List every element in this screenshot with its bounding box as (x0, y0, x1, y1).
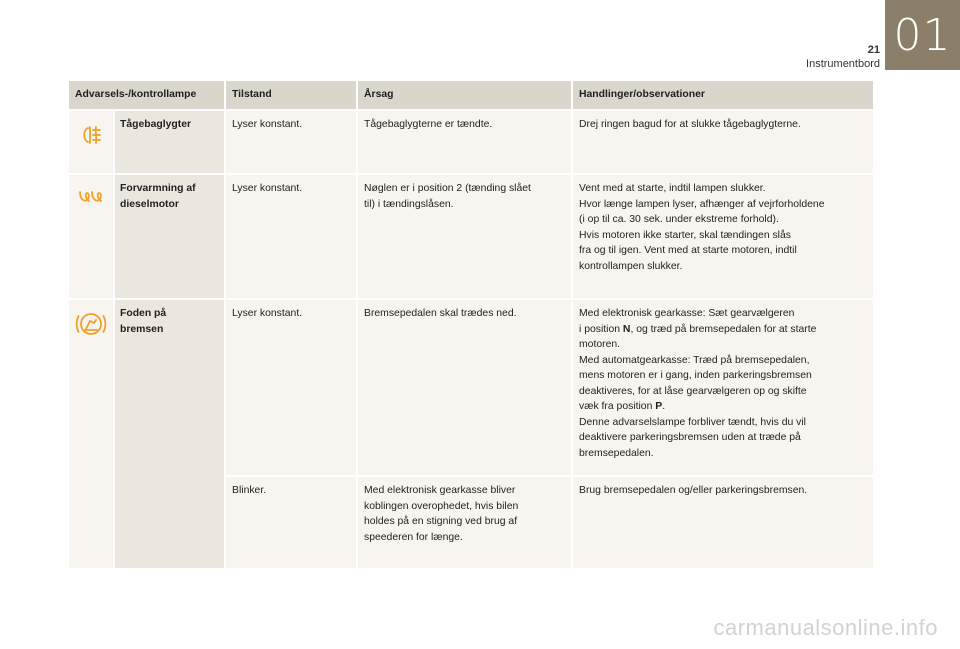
foot-on-brake-icon (75, 310, 107, 344)
section-title: Instrumentbord (806, 58, 880, 70)
text-line: bremsepedalen. (579, 447, 654, 459)
chapter-number: 01 (893, 9, 952, 61)
lamp-cause (357, 476, 572, 568)
table-row (69, 299, 873, 476)
lamp-cause: Bremsepedalen skal trædes ned. (357, 299, 572, 476)
lamp-state: Lyser konstant. (225, 174, 357, 299)
lamp-icon-cell (69, 110, 114, 174)
column-header-lamp: Advarsels-/kontrollampe (69, 81, 225, 110)
text-line: (i op til ca. 30 sek. under ekstreme forhold). (579, 214, 779, 225)
text-line: Med elektronisk gearkasse bliver (364, 485, 516, 496)
text-line: koblingen overophedet, hvis bilen (364, 500, 519, 512)
text-line: Denne advarselslampe forbliver tændt, hvis du vil (579, 416, 806, 428)
lamp-name (114, 174, 225, 299)
lamp-action (572, 174, 873, 299)
text-line: holdes på en stigning ved brug af (364, 516, 518, 527)
text-line: Med automatgearkasse: Træd på bremsepedalen, (579, 354, 810, 366)
lamp-name-line: bremsen (120, 323, 164, 335)
text-fragment: væk fra position (579, 401, 656, 412)
gear-position-n: N (622, 323, 631, 335)
lamp-name-line: Foden på (120, 308, 167, 319)
column-header-state: Tilstand (225, 81, 357, 110)
table-header-row (69, 81, 873, 110)
lamp-state: Lyser konstant. (225, 110, 357, 174)
text-line (579, 322, 867, 338)
text-line: Hvor længe lampen lyser, afhænger af vejrforholdene (579, 198, 825, 210)
lamp-state: Blinker. (225, 476, 357, 568)
table-row (69, 110, 873, 174)
lamp-action: Drej ringen bagud for at slukke tågebaglygterne. (572, 110, 873, 174)
lamp-action (572, 299, 873, 476)
text-line: Hvis motoren ikke starter, skal tændingen slås (579, 229, 791, 241)
text-line: mens motoren er i gang, inden parkeringsbremsen (579, 370, 812, 381)
text-fragment: , og træd på bremsepedalen for at starte (630, 323, 817, 335)
warning-lamp-table (69, 81, 873, 568)
text-fragment: i position (579, 323, 623, 335)
text-line: Vent med at starte, indtil lampen slukker. (579, 183, 766, 194)
text-line: motoren. (579, 339, 621, 350)
text-line (579, 399, 867, 415)
lamp-name-line: dieselmotor (120, 198, 179, 210)
text-line: deaktivere parkeringsbremsen uden at træde på (579, 432, 801, 443)
table-row (69, 174, 873, 299)
lamp-name (114, 299, 225, 568)
text-line: fra og til igen. Vent med at starte motoren, indtil (579, 245, 797, 256)
rear-fog-light-icon (80, 125, 102, 151)
lamp-cause (357, 174, 572, 299)
page-number: 21 (867, 44, 880, 56)
text-line: Med elektronisk gearkasse: Sæt gearvælgeren (579, 308, 795, 319)
lamp-state: Lyser konstant. (225, 299, 357, 476)
text-line: deaktiveres, for at låse gearvælgeren op og skifte (579, 385, 807, 397)
lamp-icon-cell (69, 174, 114, 299)
lamp-name-line: Forvarmning af (120, 183, 196, 194)
lamp-icon-cell (69, 299, 114, 568)
text-fragment: . (662, 401, 666, 412)
text-line: speederen for længe. (364, 531, 463, 543)
glow-plug-icon (78, 189, 104, 211)
text-line: til) i tændingslåsen. (364, 198, 454, 210)
column-header-cause: Årsag (357, 81, 572, 110)
column-header-action: Handlinger/observationer (572, 81, 873, 110)
text-line: kontrollampen slukker. (579, 260, 683, 272)
gear-position-p: P (655, 401, 663, 412)
lamp-name: Tågebaglygter (114, 110, 225, 174)
text-line: Nøglen er i position 2 (tænding slået (364, 183, 531, 194)
chapter-tab (885, 0, 960, 70)
lamp-action: Brug bremsepedalen og/eller parkeringsbremsen. (572, 476, 873, 568)
watermark: carmanualsonline.info (713, 615, 938, 640)
lamp-cause: Tågebaglygterne er tændte. (357, 110, 572, 174)
